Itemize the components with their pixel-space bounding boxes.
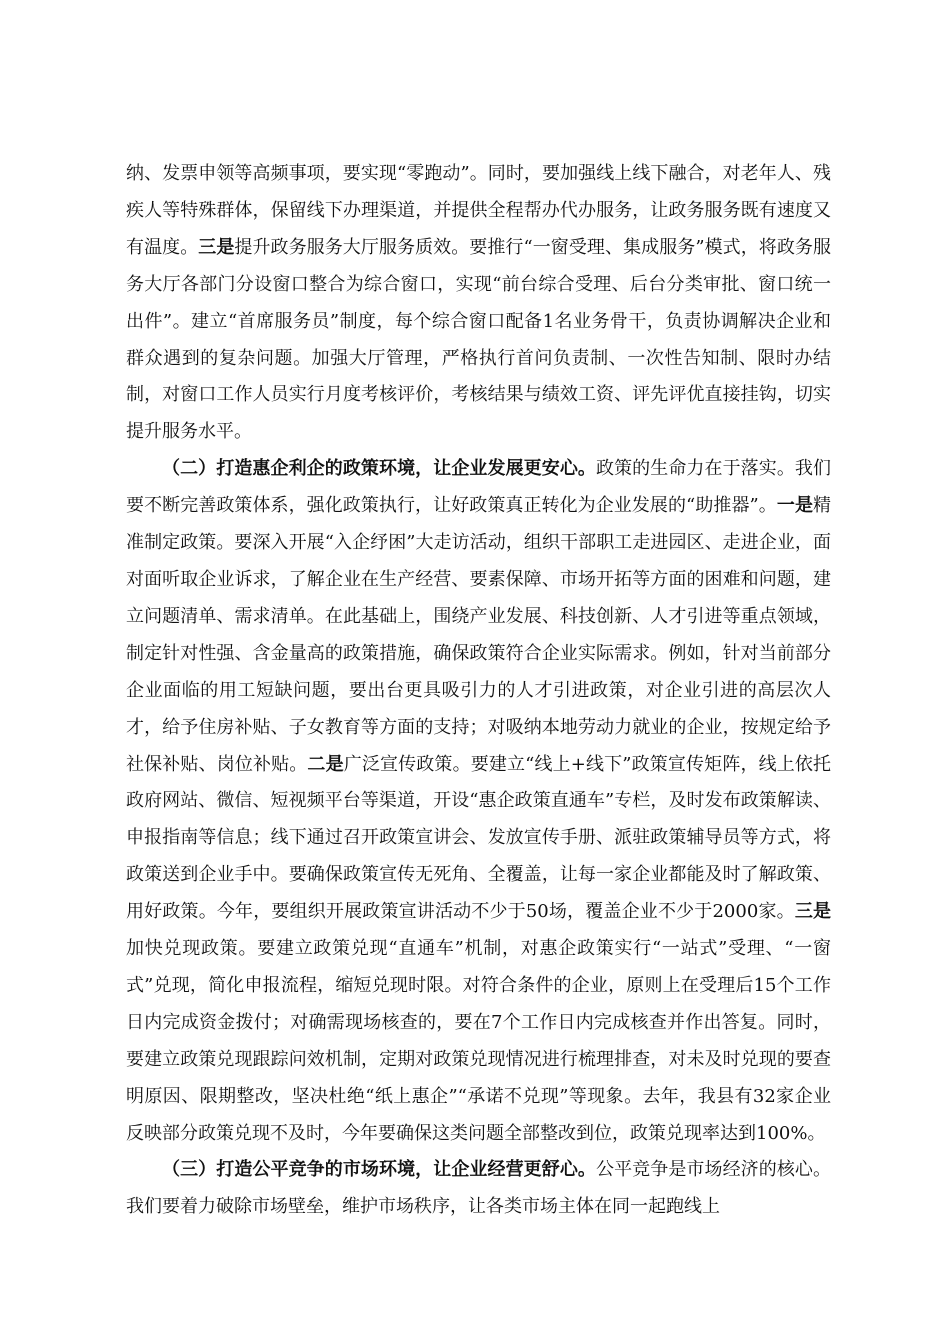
paragraph-text: 公平竞争是市场经济的核心。我们要着力破除市场壁垒，维护市场秩序，让各类市场主体在同一起跑线上: [126, 1159, 831, 1218]
section-heading-2: （二）打造惠企利企的政策环境，让企业发展更安心。: [162, 458, 596, 480]
paragraph-1: [126, 156, 831, 451]
paragraph-3: [126, 1152, 831, 1226]
paragraph-text: 广泛宣传政策。要建立“线上+线下”政策宣传矩阵，线上依托政府网站、微信、短视频平台等渠道，开设“惠企政策直通车”专栏，及时发布政策解读、申报指南等信息；线下通过召开政策宣讲会、发放宣传手册、派驻政策辅导员等方式，将政策送到企业手中。要确保政策宣传无死角、全覆盖，让每一家企业都能及时了解政策、用好政策。今年，要组织开展政策宣讲活动不少于50场，覆盖企业不少于2000家。: [126, 753, 832, 923]
paragraph-text: 提升政务服务大厅服务质效。要推行“一窗受理、集成服务”模式，将政务服务大厅各部门分设窗口整合为综合窗口，实现“前台综合受理、后台分类审批、窗口统一出件”。建立“首席服务员”制度，每个综合窗口配备1名业务骨干，负责协调解决企业和群众遇到的复杂问题。加强大厅管理，严格执行首问负责制、一次性告知制、限时办结制，对窗口工作人员实行月度考核评价，考核结果与绩效工资、评先评优直接挂钩，切实提升服务水平。: [126, 236, 832, 443]
bold-lead-er-shi: 二是: [307, 753, 344, 775]
bold-lead-san-shi: 三是: [198, 236, 235, 258]
paragraph-text: 政策的生命力在于落实。我们要不断完善政策体系，强化政策执行，让好政策真正转化为企业发展的“助推器”。: [126, 458, 831, 517]
document-body: [126, 156, 831, 1226]
bold-lead-yi-shi: 一是: [776, 495, 814, 517]
paragraph-text: 纳、发票申领等高频事项，要实现“零跑动”。同时，要加强线上线下融合，对老年人、残疾人等特殊群体，保留线下办理渠道，并提供全程帮办代办服务，让政务服务既有速度又有温度。: [126, 163, 831, 258]
paragraph-2: [126, 451, 831, 1152]
paragraph-text: 精准制定政策。要深入开展“入企纾困”大走访活动，组织干部职工走进园区、走进企业，面对面听取企业诉求，了解企业在生产经营、要素保障、市场开拓等方面的困难和问题，建立问题清单、需求清单。在此基础上，围绕产业发展、科技创新、人才引进等重点领域，制定针对性强、含金量高的政策措施，确保政策符合企业实际需求。例如，针对当前部分企业面临的用工短缺问题，要出台更具吸引力的人才引进政策，对企业引进的高层次人才，给予住房补贴、子女教育等方面的支持；对吸纳本地劳动力就业的企业，按规定给予社保补贴、岗位补贴。: [126, 495, 832, 775]
bold-lead-san-shi: 三是: [794, 901, 832, 923]
paragraph-text: 加快兑现政策。要建立政策兑现“直通车”机制，对惠企政策实行“一站式”受理、“一窗式”兑现，简化申报流程，缩短兑现时限。对符合条件的企业，原则上在受理后15个工作日内完成资金拨付；对确需现场核查的，要在7个工作日内完成核查并作出答复。同时，要建立政策兑现跟踪问效机制，定期对政策兑现情况进行梳理排查，对未及时兑现的要查明原因、限期整改，坚决杜绝“纸上惠企”“承诺不兑现”等现象。去年，我县有32家企业反映部分政策兑现不及时，今年要确保这类问题全部整改到位，政策兑现率达到100%。: [126, 938, 831, 1144]
section-heading-3: （三）打造公平竞争的市场环境，让企业经营更舒心。: [162, 1159, 596, 1181]
